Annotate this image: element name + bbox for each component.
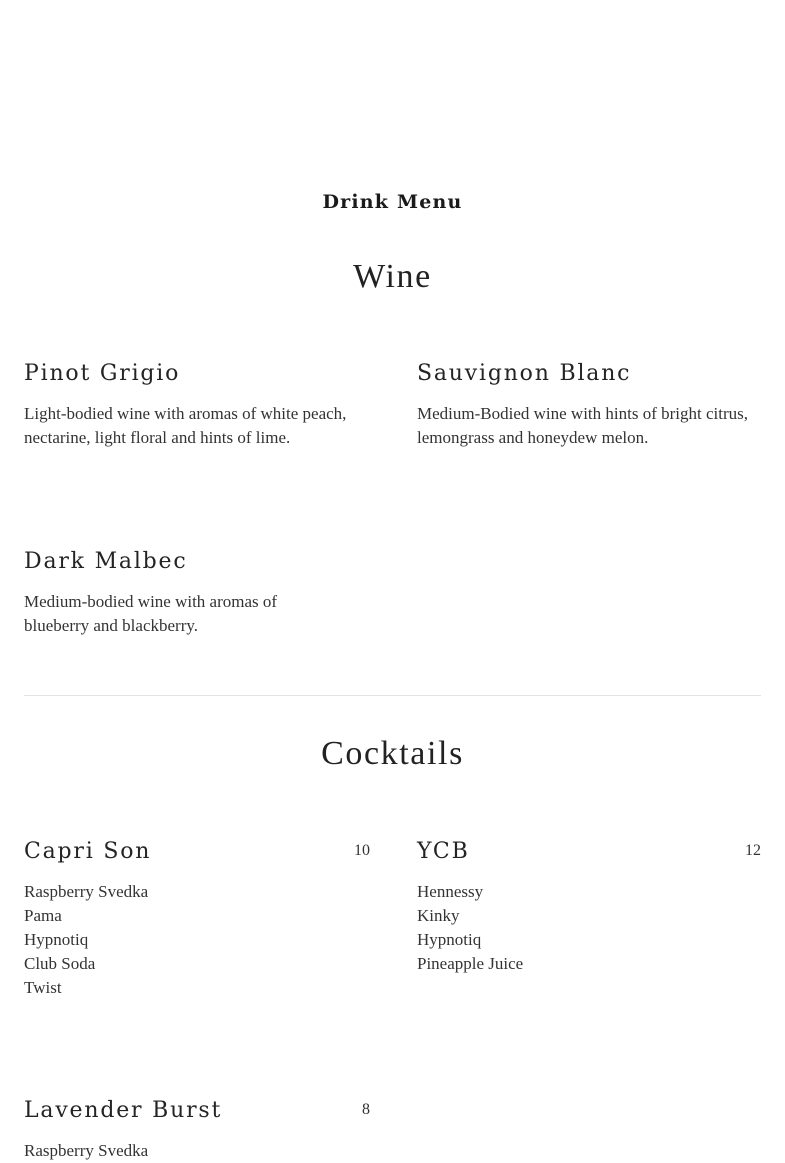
ingredient: Kinky bbox=[417, 906, 460, 925]
item-name: Dark Malbec bbox=[24, 549, 188, 574]
item-name: Capri Son bbox=[24, 839, 152, 864]
ingredient: Raspberry Svedka bbox=[24, 1141, 149, 1160]
item-price: 8 bbox=[362, 1101, 370, 1118]
item-price: 12 bbox=[745, 842, 761, 859]
menu-item-dark-malbec bbox=[24, 548, 370, 638]
item-name: Pinot Grigio bbox=[24, 361, 181, 386]
item-name: Sauvignon Blanc bbox=[417, 361, 632, 386]
menu-item-ycb bbox=[417, 838, 761, 976]
item-description: Medium-Bodied wine with hints of bright citrus, lemongrass and honeydew melon. bbox=[417, 404, 748, 447]
menu-item-capri-son bbox=[24, 838, 370, 1000]
ingredient: Pama bbox=[24, 906, 62, 925]
item-description: Medium-bodied wine with aromas of blueberry and blackberry. bbox=[24, 592, 278, 635]
ingredient: Club Soda bbox=[24, 954, 96, 973]
ingredient-list bbox=[24, 1139, 370, 1163]
ingredient: Hypnotiq bbox=[417, 930, 482, 949]
ingredient-list bbox=[417, 880, 761, 976]
ingredient: Hypnotiq bbox=[24, 930, 89, 949]
item-price: 10 bbox=[354, 842, 370, 859]
menu-item-sauvignon-blanc bbox=[417, 360, 763, 450]
section-divider bbox=[24, 695, 761, 696]
ingredient: Pineapple Juice bbox=[417, 954, 524, 973]
menu-item-lavender-burst bbox=[24, 1097, 370, 1163]
section-title-wine: Wine bbox=[353, 258, 432, 295]
item-name: Lavender Burst bbox=[24, 1098, 223, 1123]
menu-item-pinot-grigio bbox=[24, 360, 370, 450]
item-description: Light-bodied wine with aromas of white peach, nectarine, light floral and hints of lime. bbox=[24, 404, 347, 447]
section-title-cocktails: Cocktails bbox=[321, 735, 464, 772]
ingredient: Raspberry Svedka bbox=[24, 882, 149, 901]
ingredient-list bbox=[24, 880, 370, 1000]
menu-title: Drink Menu bbox=[322, 191, 463, 213]
ingredient: Hennessy bbox=[417, 882, 484, 901]
ingredient: Twist bbox=[24, 978, 62, 997]
item-name: YCB bbox=[417, 839, 470, 864]
